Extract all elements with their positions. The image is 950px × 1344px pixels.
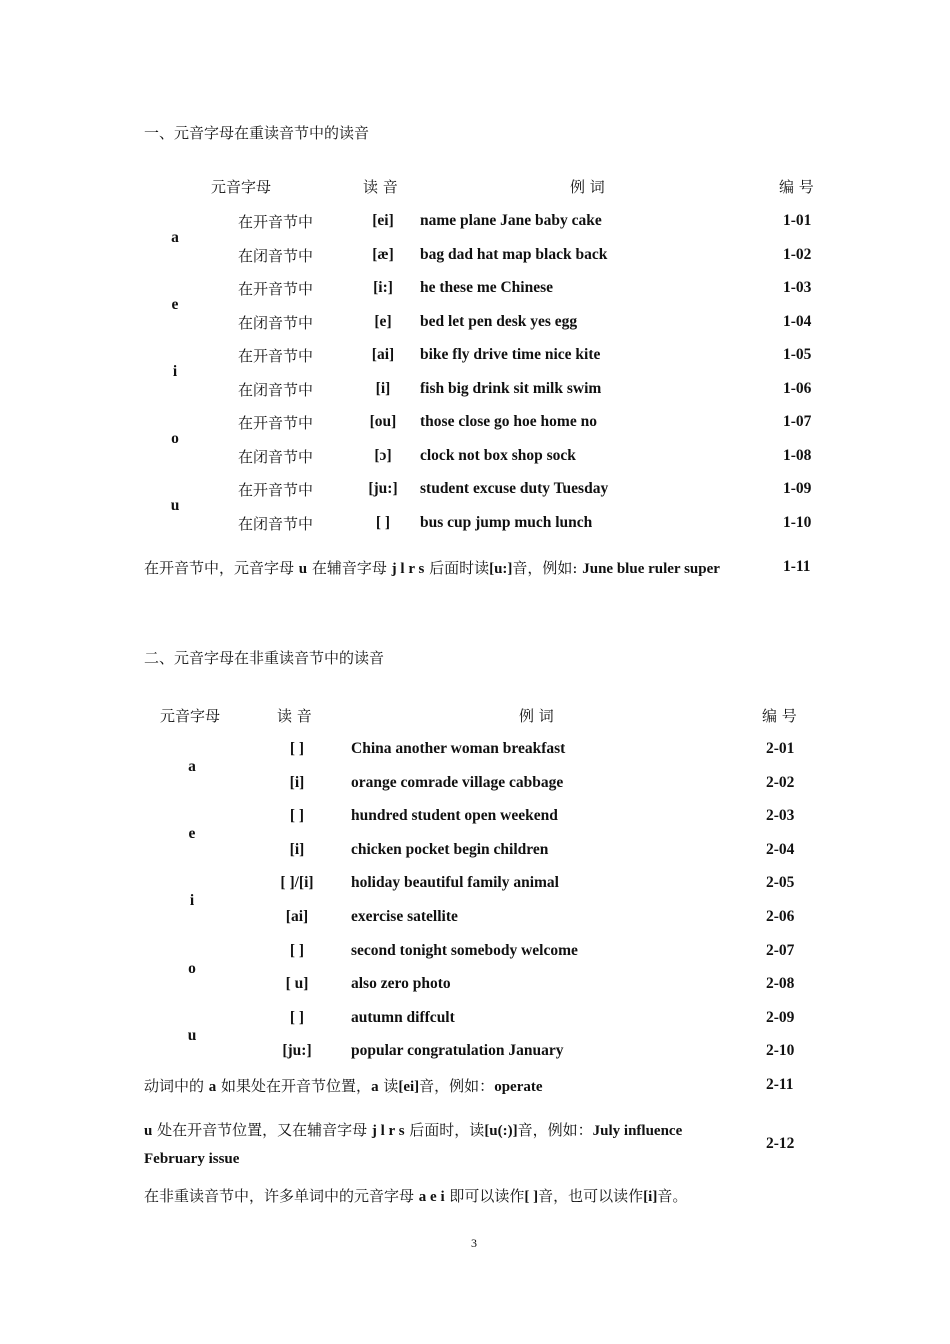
example-words: popular congratulation January xyxy=(351,1042,564,1060)
phonetic-sound: [æ] xyxy=(372,245,394,263)
section1-title: 一、元音字母在重读音节中的读音 xyxy=(144,124,370,142)
vowel-letter: i xyxy=(172,363,178,380)
entry-code: 1-09 xyxy=(783,480,812,497)
entry-code: 2-08 xyxy=(766,975,795,993)
note-text: 音，例如： xyxy=(419,1077,495,1095)
phonetic-sound: [i] xyxy=(375,379,391,397)
phonetic-sound: [ei] xyxy=(372,212,394,229)
note-bold: [i] xyxy=(643,1189,658,1205)
example-words: clock not box shop sock xyxy=(420,446,576,464)
note-bold: j l r s xyxy=(371,1123,405,1139)
vowel-letter: o xyxy=(188,959,196,977)
note-text: 后面时读 xyxy=(424,559,490,577)
entry-code: 1-01 xyxy=(783,212,812,229)
example-words: bed let pen desk yes egg xyxy=(420,312,578,330)
phonetic-sound: [ ] xyxy=(375,513,391,531)
example-words: second tonight somebody welcome xyxy=(351,941,578,959)
note-text: 音。 xyxy=(657,1187,688,1205)
syllable-type: 在闭音节中 xyxy=(238,514,314,533)
s1-header-sound: 读 音 xyxy=(363,178,398,196)
entry-code: 1-08 xyxy=(783,446,812,464)
note-text: 在辅音字母 xyxy=(307,559,392,577)
entry-code: 1-07 xyxy=(783,413,812,430)
note-text: 动词中的 xyxy=(144,1077,209,1095)
example-words: China another woman breakfast xyxy=(351,740,566,757)
note-bold: [ ] xyxy=(524,1189,539,1205)
s2-header-code: 编 号 xyxy=(762,707,797,725)
note-text: 如果处在开音节位置， xyxy=(216,1077,372,1095)
vowel-letter: u xyxy=(187,1026,197,1044)
syllable-type: 在闭音节中 xyxy=(238,313,314,332)
phonetic-sound: [ u] xyxy=(285,975,309,993)
example-words: orange comrade village cabbage xyxy=(351,773,564,791)
entry-code: 2-02 xyxy=(766,773,795,791)
example-words: bag dad hat map black back xyxy=(420,245,608,263)
s2-header-examples: 例 词 xyxy=(519,707,554,725)
phonetic-sound: [ou] xyxy=(369,413,397,430)
syllable-type: 在开音节中 xyxy=(238,280,314,298)
example-words: exercise satellite xyxy=(351,908,458,925)
note-text: 读 xyxy=(378,1077,399,1095)
example-words: student excuse duty Tuesday xyxy=(420,480,609,497)
phonetic-sound: [ ]/[i] xyxy=(280,874,314,892)
note-bold: j l r s xyxy=(391,561,425,577)
note-text: 在非重读音节中，许多单词中的元音字母 xyxy=(144,1187,419,1205)
phonetic-sound: [ ] xyxy=(289,941,305,959)
s2-note3 xyxy=(144,1185,687,1206)
entry-code: 1-10 xyxy=(783,513,812,531)
s1-header-examples: 例 词 xyxy=(570,178,605,196)
phonetic-sound: [ai] xyxy=(285,908,309,925)
entry-code: 2-03 xyxy=(766,807,795,825)
s2-note2-code: 2-12 xyxy=(766,1135,795,1152)
note-bold: [ei] xyxy=(398,1079,420,1095)
example-words: holiday beautiful family animal xyxy=(351,874,559,892)
note-bold: [u(:)] xyxy=(484,1123,518,1139)
note-text: 在开音节中，元音字母 xyxy=(144,559,299,577)
phonetic-sound: [ju:] xyxy=(368,480,398,497)
s1-note-code: 1-11 xyxy=(783,558,811,575)
phonetic-sound: [e] xyxy=(374,312,392,330)
phonetic-sound: [ai] xyxy=(371,346,395,363)
s1-header-letter: 元音字母 xyxy=(211,178,272,196)
note-bold: June blue ruler super xyxy=(582,561,720,577)
entry-code: 2-05 xyxy=(766,874,795,892)
note-text: 音，也可以读作 xyxy=(538,1187,644,1205)
example-words: those close go hoe home no xyxy=(420,413,597,430)
example-words: bike fly drive time nice kite xyxy=(420,346,601,363)
syllable-type: 在闭音节中 xyxy=(238,246,314,265)
entry-code: 1-05 xyxy=(783,346,812,363)
syllable-type: 在闭音节中 xyxy=(238,447,314,466)
note-bold: a xyxy=(208,1079,217,1095)
phonetic-sound: [i] xyxy=(289,773,305,791)
syllable-type: 在开音节中 xyxy=(238,481,314,499)
syllable-type: 在开音节中 xyxy=(238,347,314,365)
note-bold: u xyxy=(298,561,308,577)
vowel-letter: i xyxy=(189,892,195,910)
note-text: 即可以读作 xyxy=(444,1187,525,1205)
entry-code: 2-07 xyxy=(766,941,795,959)
entry-code: 1-03 xyxy=(783,279,812,296)
entry-code: 2-09 xyxy=(766,1008,795,1026)
phonetic-sound: [i] xyxy=(289,840,305,858)
vowel-letter: e xyxy=(188,825,196,843)
s1-header-code: 编 号 xyxy=(779,178,814,196)
entry-code: 2-10 xyxy=(766,1042,795,1060)
note-bold: February issue xyxy=(144,1151,240,1167)
entry-code: 1-04 xyxy=(783,312,812,330)
note-bold: July influence xyxy=(592,1123,683,1139)
entry-code: 2-06 xyxy=(766,908,795,925)
note-bold: [u:] xyxy=(489,561,513,577)
note-text: 音，例如： xyxy=(517,1121,593,1139)
note-text: 处在开音节位置，又在辅音字母 xyxy=(152,1121,372,1139)
s1-note xyxy=(144,557,720,578)
phonetic-sound: [ ] xyxy=(289,807,305,825)
phonetic-sound: [ɔ] xyxy=(374,446,392,464)
example-words: fish big drink sit milk swim xyxy=(420,379,602,397)
s2-note2-line1 xyxy=(144,1119,682,1140)
example-words: name plane Jane baby cake xyxy=(420,212,602,229)
s2-note2-line2 xyxy=(144,1149,239,1168)
syllable-type: 在开音节中 xyxy=(238,414,314,432)
phonetic-sound: [ju:] xyxy=(282,1042,312,1060)
s2-note1 xyxy=(144,1075,543,1096)
note-bold: a e i xyxy=(418,1189,445,1205)
entry-code: 1-06 xyxy=(783,379,812,397)
s2-header-letter: 元音字母 xyxy=(160,707,221,725)
vowel-letter: o xyxy=(171,430,179,447)
phonetic-sound: [ ] xyxy=(289,740,305,757)
s2-note1-code: 2-11 xyxy=(766,1076,794,1093)
section2-title: 二、元音字母在非重读音节中的读音 xyxy=(144,649,385,667)
entry-code: 2-04 xyxy=(766,840,795,858)
note-bold: a xyxy=(371,1079,379,1095)
vowel-letter: e xyxy=(171,296,179,313)
phonetic-sound: [ ] xyxy=(289,1008,305,1026)
note-bold: operate xyxy=(494,1079,543,1095)
page-number: 3 xyxy=(471,1236,477,1250)
vowel-letter: u xyxy=(170,497,180,514)
phonetic-sound: [i:] xyxy=(373,279,393,296)
vowel-letter: a xyxy=(188,758,196,775)
note-text: 后面时，读 xyxy=(404,1121,485,1139)
example-words: autumn diffcult xyxy=(351,1008,455,1026)
entry-code: 2-01 xyxy=(766,740,795,757)
syllable-type: 在闭音节中 xyxy=(238,380,314,399)
note-text: 音，例如: xyxy=(512,559,583,577)
vowel-letter: a xyxy=(171,229,179,246)
example-words: chicken pocket begin children xyxy=(351,840,549,858)
note-bold: u xyxy=(144,1123,153,1139)
example-words: bus cup jump much lunch xyxy=(420,513,593,531)
example-words: hundred student open weekend xyxy=(351,807,558,825)
entry-code: 1-02 xyxy=(783,245,812,263)
s2-header-sound: 读 音 xyxy=(277,707,312,725)
syllable-type: 在开音节中 xyxy=(238,213,314,231)
example-words: also zero photo xyxy=(351,975,451,993)
example-words: he these me Chinese xyxy=(420,279,554,296)
